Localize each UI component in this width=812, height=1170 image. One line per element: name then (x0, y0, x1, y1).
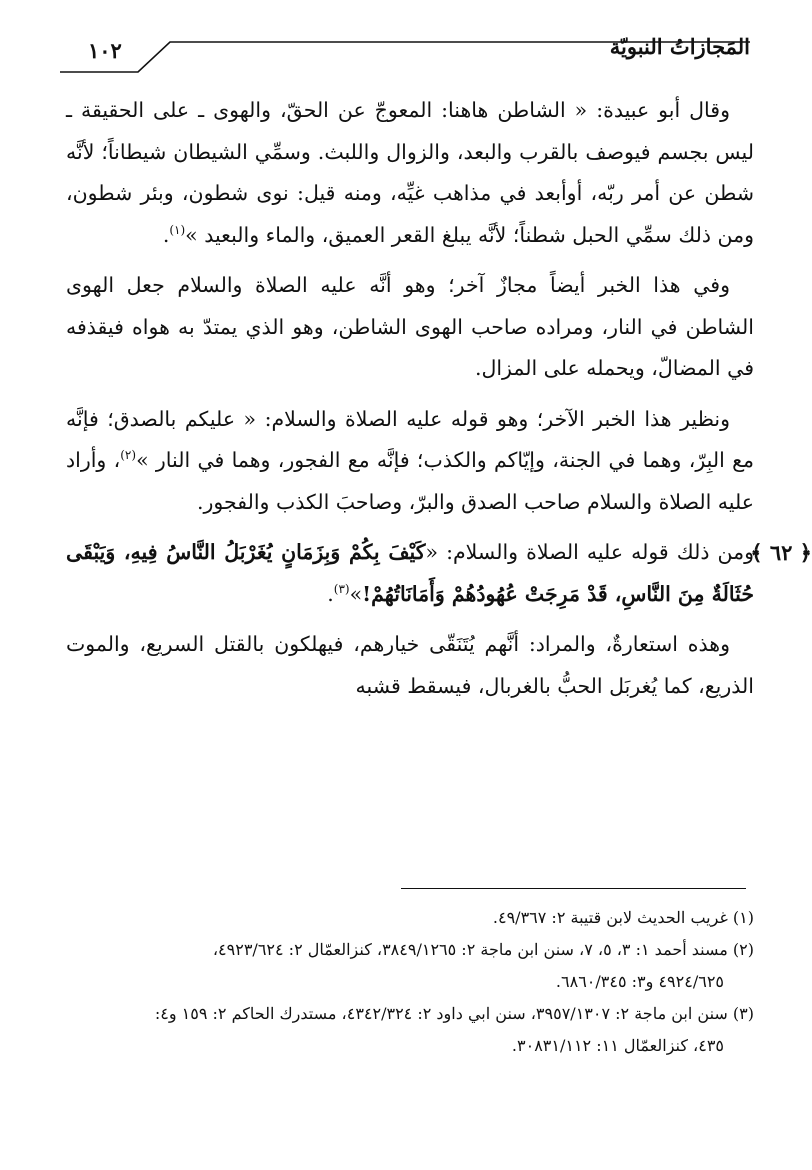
footnote-2 (66, 934, 754, 966)
footnote-ref-2: (٢) (120, 448, 137, 463)
paragraph-3-text: ونظير هذا الخبر الآخر؛ وهو قوله عليه الصلاة والسلام: « عليكم بالصدق؛ فإنَّه مع البِرّ، وهما في الجنة، وإيّاكم والكذب؛ فإنَّه مع الفجور، وهما في النار » (66, 406, 754, 472)
paragraph-explanation: وهذه استعارةٌ، والمراد: أنَّهم يُتَنَقّى خيارهم، فيهلكون بالقتل السريع، والموت الذريع، كما يُغربَل الحبُّ بالغربال، فيسقط قشبه (66, 632, 754, 698)
footnotes (66, 902, 754, 1062)
footnote-2-continued: ٤٩٢٤/٦٢٥ و٣: ٦٨٦٠/٣٤٥. (555, 972, 724, 991)
paragraph-3 (66, 399, 754, 524)
paragraph-3-tail: ، وأراد عليه الصلاة والسلام صاحب الصدق والبرّ، وصاحبَ الكذب والفجور. (66, 448, 754, 514)
footnote-ref-1: (١) (169, 222, 186, 237)
paragraph-2: وفي هذا الخبر أيضاً مجازٌ آخر؛ وهو أنَّه عليه الصلاة والسلام جعل الهوى الشاطن في النار، ومراده صاحب الهوى الشاطن، وهو الذي يمتدّ به هواه فيقذفه في المضالّ، ويحمله على المزال. (66, 273, 754, 380)
section-number: ﴿ ٦٢ ﴾ (750, 540, 812, 565)
hadith-text: كَيْفَ بِكُمْ وَبِزَمَانٍ يُغَرْبَلُ النَّاسُ فِيهِ، وَيَبْقَى حُثَالَةٌ مِنَ النَّاسِ، قَدْ مَرِجَتْ عُهُودُهُمْ وَأَمَانَاتُهُمْ! (66, 540, 754, 606)
section-intro: ومن ذلك قوله عليه الصلاة والسلام: « (425, 540, 754, 564)
footnote-3 (66, 998, 754, 1030)
page-number: ١٠٢ (88, 38, 122, 63)
running-header (60, 28, 750, 78)
main-text (66, 90, 812, 716)
footnote-ref-3: (٣) (333, 581, 350, 596)
paragraph-1: وقال أبو عبيدة: « الشاطن هاهنا: المعوجّ عن الحقّ، والهوى ـ على الحقيقة ـ ليس بجسم فيوصف بالقرب والبعد، والزوال واللبث. وسمِّي الشيطان شيطاناً؛ لأنَّه شطن عن أمر ربّه، أوأبعد في مذاهب غيِّه، ومنه قيل: نوى شطون، وبئر شطون، ومن ذلك سمِّي الحبل شطناً؛ لأنَّه يبلغ القعر العميق، والماء والبعيد »$^{(١)}$. (66, 98, 754, 247)
footnote-separator (401, 888, 746, 889)
footnote-2-text: مسند أحمد ١: ٣، ٥، ٧، سنن ابن ماجة ٢: ٣٨٤٩/١٢٦٥، كنزالعمّال ٢: ٤٩٢٣/٦٢٤، (212, 940, 728, 959)
running-title: المَجازاتُ النبويّة (609, 34, 750, 59)
footnote-3-continued: ٤٣٥، كنزالعمّال ١١: ٣٠٨٣١/١١٢. (511, 1036, 724, 1055)
hadith-close: » (349, 581, 363, 606)
paragraph-1-text: وقال أبو عبيدة: « الشاطن هاهنا: المعوجّ عن الحقّ، والهوى ـ على الحقيقة ـ ليس بجسم فيوصف بالقرب والبعد، والزوال واللبث. وسمِّي الشيطان شيطاناً؛ لأنَّه شطن عن أمر ربّه، أوأبعد في مذاهب غيِّه، ومنه قيل: نوى شطون، وبئر شطون، ومن ذلك سمِّي الحبل شطناً؛ لأنَّه يبلغ القعر العميق، والماء والبعيد » (66, 98, 754, 247)
footnote-3-mark: (٣) (732, 1004, 754, 1023)
section-62: ﴿ ٦٢ ﴾ ومن ذلك قوله عليه الصلاة والسلام: «كَيْفَ بِكُمْ وَبِزَمَانٍ يُغَرْبَلُ النَّاسُ فِيهِ، وَيَبْقَى حُثَالَةٌ مِنَ النَّاسِ، قَدْ مَرِجَتْ عُهُودُهُمْ وَأَمَانَاتُهُمْ!»$^{(٣)}$. (66, 532, 794, 615)
footnote-1-mark: (١) (732, 908, 754, 927)
footnote-1 (66, 902, 754, 934)
footnote-3-text: سنن ابن ماجة ٢: ٣٩٥٧/١٣٠٧، سنن ابي داود ٢: ٤٣٤٢/٣٢٤، مستدرك الحاكم ٢: ١٥٩ و٤: (154, 1004, 728, 1023)
footnote-1-text: غريب الحديث لابن قتيبة ٢: ٤٩/٣٦٧. (492, 908, 728, 927)
footnote-2-mark: (٢) (732, 940, 754, 959)
